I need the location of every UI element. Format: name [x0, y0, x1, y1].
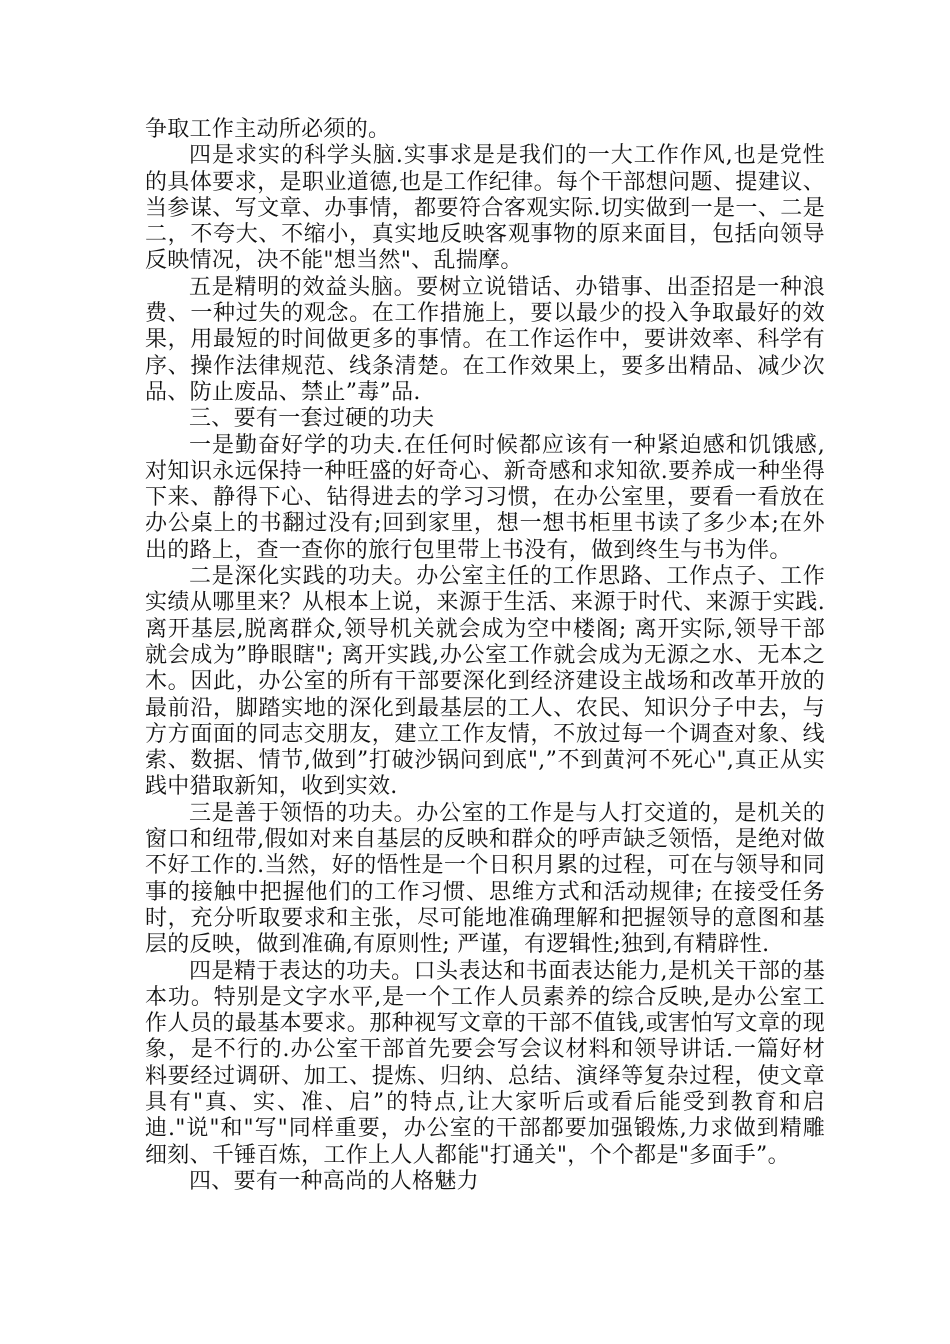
paragraph-efficiency-mind: 五是精明的效益头脑。要树立说错话、办错事、出歪招是一种浪费、一种过失的观念。在工作措施上，要以最少的投入争取最好的效果，用最短的时间做更多的事情。在工作运作中，要讲效率、科学有序、操作法律规范、线条清楚。在工作效果上，要多出精品、减少次品、防止废品、禁止”毒”品.: [145, 274, 825, 405]
paragraph-scientific-mind: 四是求实的科学头脑.实事求是是我们的一大工作作风,也是党性的具体要求，是职业道德,也是工作纪律。每个干部想问题、提建议、当参谋、写文章、办事情，都要符合客观实际.切实做到一是一、二是二，不夸大、不缩小，真实地反映客观事物的原来面目，包括向领导反映情况，决不能"想当然"、乱揣摩。: [145, 143, 825, 274]
document-body: [145, 117, 825, 1195]
paragraph-expression: 四是精于表达的功夫。口头表达和书面表达能力,是机关干部的基本功。特别是文字水平,是一个工作人员素养的综合反映,是办公室工作人员的最基本要求。那种视写文章的干部不值钱,或害怕写文章的现象，是不行的.办公室干部首先要会写会议材料和领导讲话.一篇好材料要经过调研、加工、提炼、归纳、总结、演绎等复杂过程，使文章具有"真、实、准、启”的特点,让大家听后或看后能受到教育和启迪."说"和"写"同样重要，办公室的干部都要加强锻炼,力求做到精雕细刻、千锤百炼，工作上人人都能"打通关"，个个都是"多面手”。: [145, 958, 825, 1168]
paragraph-comprehension: 三是善于领悟的功夫。办公室的工作是与人打交道的，是机关的窗口和纽带,假如对来自基层的反映和群众的呼声缺乏领悟，是绝对做不好工作的.当然，好的悟性是一个日积月累的过程，可在与领导和同事的接触中把握他们的工作习惯、思维方式和活动规律; 在接受任务时，充分听取要求和主张，尽可能地准确理解和把握领导的意图和基层的反映，做到准确,有原则性; 严谨，有逻辑性;独到,有精辟性.: [145, 800, 825, 958]
paragraph-practice: 二是深化实践的功夫。办公室主任的工作思路、工作点子、工作实绩从哪里来？从根本上说，来源于生活、来源于时代、来源于实践.离开基层,脱离群众,领导机关就会成为空中楼阁; 离开实际,领导干部就会成为”睁眼瞎"; 离开实践,办公室工作就会成为无源之水、无本之木。因此，办公室的所有干部要深化到经济建设主战场和改革开放的最前沿，脚踏实地的深化到最基层的工人、农民、知识分子中去，与方方面面的同志交朋友，建立工作友情，不放过每一个调查对象、线索、数据、情节,做到”打破沙锅问到底",”不到黄河不死心",真正从实践中猎取新知，收到实效.: [145, 564, 825, 800]
section-heading-skills: 三、要有一套过硬的功夫: [189, 406, 435, 432]
paragraph-diligent-study: 一是勤奋好学的功夫.在任何时候都应该有一种紧迫感和饥饿感,对知识永远保持一种旺盛的好奇心、新奇感和求知欲.要养成一种坐得下来、静得下心、钻得进去的学习习惯，在办公室里，要看一看放在办公桌上的书翻过没有;回到家里，想一想书柜里书读了多少本;在外出的路上，查一查你的旅行包里带上书没有，做到终生与书为伴。: [145, 432, 825, 563]
section-heading-charisma: 四、要有一种高尚的人格魅力: [189, 1168, 479, 1194]
paragraph-continuation: 争取工作主动所必须的。: [145, 117, 391, 142]
